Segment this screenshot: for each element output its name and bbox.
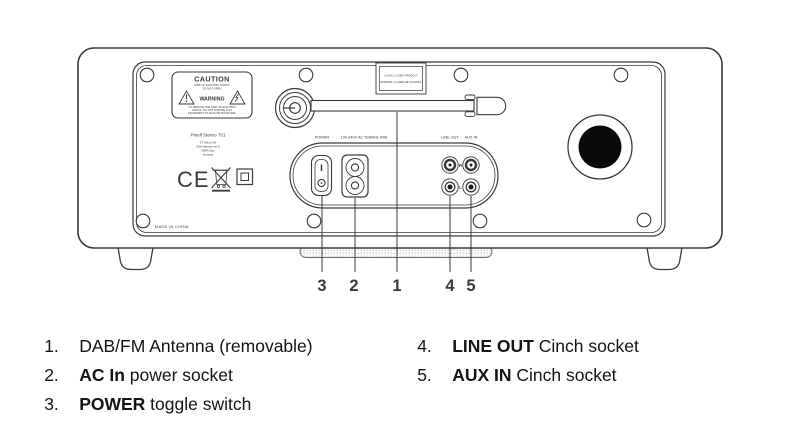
right-foot: [647, 248, 682, 270]
callout-number-1: 1: [392, 277, 402, 295]
warning-title: WARNING: [199, 96, 225, 103]
svg-text:TO REDUCE THE RISK OF ELECTRIC: TO REDUCE THE RISK OF ELECTRIC: [188, 105, 236, 109]
antenna-clip: [465, 95, 475, 100]
left-channel-label: L: [459, 185, 462, 190]
aux-in-port-label: AUX IN: [464, 135, 478, 140]
antenna-rod: [311, 101, 474, 112]
svg-text:RISK OF ELECTRIC SHOCK: RISK OF ELECTRIC SHOCK: [194, 84, 230, 87]
bass-port: [568, 115, 632, 179]
callout-number-3: 3: [317, 277, 327, 295]
legend-item-5: 5. AUX IN Cinch socket: [417, 365, 617, 385]
svg-text:SHOCK, DO NOT EXPOSE THIS: SHOCK, DO NOT EXPOSE THIS: [191, 109, 233, 112]
line-out-right-jack[interactable]: [442, 157, 458, 173]
laser-class-label: [376, 63, 426, 94]
antenna-tip: [477, 97, 506, 114]
legend-text: Cinch socket: [511, 365, 617, 385]
power-switch[interactable]: [312, 156, 332, 196]
legend-number: 2.: [44, 365, 59, 385]
svg-text:Olaf Helsets vei 6: Olaf Helsets vei 6: [196, 144, 220, 149]
caution-title: CAUTION: [194, 74, 230, 84]
model-name: Pinell Stereo 701: [190, 132, 226, 138]
legend-text: DAB/FM Antenna (removable): [79, 336, 313, 356]
antenna-clip: [465, 112, 475, 117]
legend-number: 4.: [417, 336, 432, 356]
svg-text:Norway: Norway: [202, 152, 214, 157]
svg-text:TT Micro AS: TT Micro AS: [199, 140, 217, 145]
svg-text:DO NOT OPEN: DO NOT OPEN: [202, 87, 222, 91]
voltage-label: 100-240V AC 50/60Hz 40W: [340, 135, 388, 140]
svg-text:CLASS 1 LASER PRODUCT: CLASS 1 LASER PRODUCT: [384, 74, 418, 78]
svg-text:EQUIPMENT TO RAIN OR MOISTURE!: EQUIPMENT TO RAIN OR MOISTURE!: [188, 112, 236, 116]
right-channel-label: R: [458, 163, 463, 168]
legend-text: power socket: [124, 365, 233, 385]
callout-numbers: [317, 277, 475, 295]
legend-number: 1.: [44, 336, 59, 356]
legend-number: 5.: [417, 365, 432, 385]
aux-in-right-jack[interactable]: [463, 157, 479, 173]
line-out-port-label: LINE OUT: [441, 135, 459, 140]
legend-text: toggle switch: [145, 394, 252, 414]
ce-mark-icon: CE: [177, 167, 210, 192]
power-port-label: POWER: [314, 135, 330, 140]
callout-number-5: 5: [466, 277, 476, 295]
legend-number: 3.: [44, 394, 59, 414]
made-in-label: MADE IN CHINA: [155, 225, 189, 229]
left-foot: [118, 248, 153, 270]
legend-item-2: 2. AC In power socket: [44, 365, 233, 385]
ac-in-socket[interactable]: [342, 155, 368, 197]
caution-label: [172, 72, 252, 118]
svg-text:0694 Oslo: 0694 Oslo: [201, 148, 215, 153]
legend-text: Cinch socket: [533, 336, 639, 356]
callout-number-4: 4: [445, 277, 455, 295]
callout-number-2: 2: [349, 277, 359, 295]
svg-text:APPAREIL A LASER DE CLASSE 1: APPAREIL A LASER DE CLASSE 1: [380, 81, 422, 84]
legend-item-3: 3. POWER toggle switch: [44, 394, 252, 414]
legend-item-4: 4. LINE OUT Cinch socket: [417, 336, 639, 356]
